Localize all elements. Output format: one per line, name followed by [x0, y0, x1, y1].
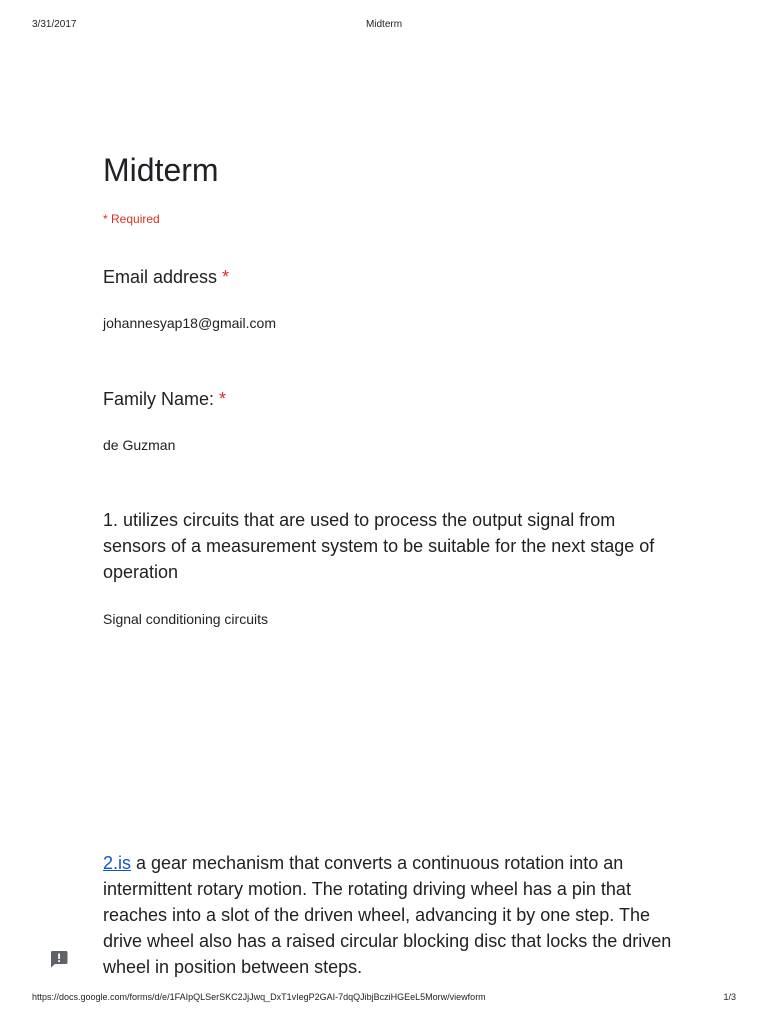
required-note: * Required: [103, 212, 160, 226]
print-footer-page: 1/3: [723, 992, 736, 1002]
required-asterisk: *: [219, 389, 227, 409]
answer-question-1: Signal conditioning circuits: [103, 611, 268, 627]
required-asterisk: *: [222, 267, 230, 287]
question-label: Family Name:: [103, 389, 215, 409]
question-label: Email address: [103, 267, 218, 287]
question-2-link[interactable]: 2.is: [103, 853, 132, 873]
report-feedback-button[interactable]: [48, 948, 70, 970]
question-title-family-name: [103, 386, 226, 412]
answer-family-name: de Guzman: [103, 437, 176, 453]
answer-email: johannesyap18@gmail.com: [103, 315, 276, 331]
question-2-text: a gear mechanism that converts a continuous rotation into an intermittent rotary motion. The rotating driving wheel has a pin that reaches into a slot of the driven wheel, advancing it by one step. The drive wheel also has a raised circular blocking disc that locks the driven wheel in position between steps.: [103, 853, 672, 977]
question-title-2: [103, 850, 678, 980]
question-title-email: [103, 264, 229, 290]
print-header-title: Midterm: [365, 19, 403, 30]
print-footer-url: https://docs.google.com/forms/d/e/1FAIpQLSerSKC2JjJwq_DxT1vIegP2GAI-7dqQJibjBcziHGEeL5Morw/viewform: [32, 992, 486, 1002]
question-title-1: 1. utilizes circuits that are used to process the output signal from sensors of a measurement system to be suitable for the next stage of operation: [103, 510, 655, 582]
print-header-date: 3/31/2017: [32, 19, 77, 30]
form-title: Midterm: [103, 152, 219, 188]
report-feedback-icon: [49, 949, 69, 969]
